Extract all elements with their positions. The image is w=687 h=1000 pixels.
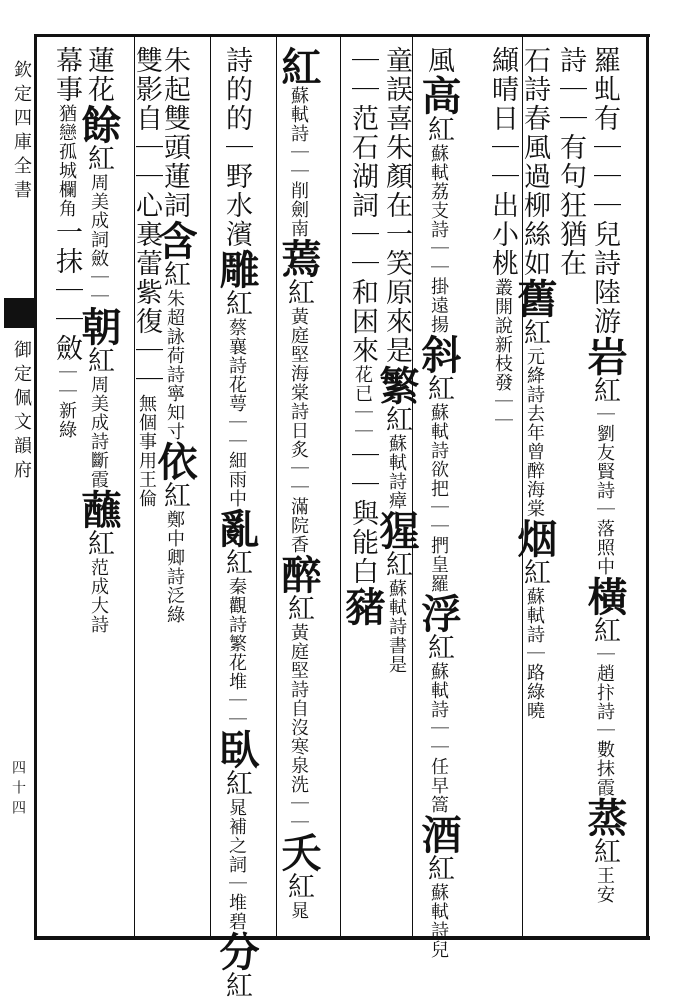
text-column-9 — [213, 46, 260, 1000]
annotation-text: 黃庭堅詩自沒寒泉洗｜｜ — [288, 623, 309, 832]
annotation-text: 蔡襄詩花萼｜｜細雨中 — [226, 318, 247, 508]
column-rule — [210, 37, 211, 936]
headword: 蘸 — [75, 489, 122, 529]
page-number: 四十四 — [10, 760, 26, 820]
body-text: ｜｜范石湖詞｜｜和困來 — [347, 46, 378, 365]
annotation-text: 王安 — [594, 866, 615, 904]
headword: 亂 — [213, 508, 260, 548]
body-text: 紅 — [221, 769, 252, 798]
body-text: 紅 — [589, 837, 620, 866]
body-text: 羅虬有｜｜｜兒詩陸游 — [589, 46, 620, 336]
headword: 蔫 — [275, 238, 322, 278]
annotation-text: 蘇軾詩｜路綠曉 — [524, 587, 545, 720]
annotation-text: 黃庭堅海棠詩日炙｜｜滿院香 — [288, 307, 309, 554]
body-text: 紅 — [159, 260, 190, 289]
body-text: 詩的的｜野水濱 — [221, 46, 252, 249]
annotation-text: 周美成詞斂｜｜ — [88, 173, 109, 306]
body-text: 紅 — [423, 854, 454, 883]
headword: 分 — [213, 931, 260, 971]
body-text: 蓮花 — [83, 46, 114, 104]
text-column-3 — [511, 46, 558, 926]
annotation-text: 蘇軾詩書是 — [386, 579, 407, 674]
body-text: 朱起雙頭蓮詞 — [159, 46, 190, 220]
annotation-text: 秦觀詩繁花堆｜｜ — [226, 577, 247, 729]
text-column-2 — [556, 46, 584, 926]
column-rule — [276, 37, 277, 936]
headword: 舊 — [511, 278, 558, 318]
annotation-text: 蘇軾詩｜｜任早篙 — [428, 662, 449, 814]
left-border — [34, 34, 37, 940]
headword: 繁 — [373, 365, 420, 405]
headword: 蒸 — [581, 797, 628, 837]
headword: 岩 — [581, 336, 628, 376]
body-text: 紅 — [221, 971, 252, 1000]
body-text: 紅 — [381, 550, 412, 579]
text-column-1 — [581, 46, 628, 926]
annotation-text: 蘇軾詩瘴 — [386, 434, 407, 510]
headword: 含 — [151, 220, 198, 260]
annotation-text: 元絳詩去年曾醉海棠 — [524, 347, 545, 518]
headword: 臥 — [213, 729, 260, 769]
right-border — [646, 34, 649, 940]
text-column-5 — [415, 46, 462, 959]
annotation-text: 蘇軾詩欲把｜｜捫皇羅 — [428, 403, 449, 593]
headword: 醉 — [275, 554, 322, 594]
body-text: 紅 — [423, 374, 454, 403]
fishtail-mark — [4, 298, 34, 328]
body-text: 紅 — [283, 278, 314, 307]
headword: 夭 — [275, 832, 322, 872]
headword: 酒 — [415, 814, 462, 854]
body-text: 紅 — [423, 633, 454, 662]
body-text: 紅 — [283, 872, 314, 901]
body-text: 紅 — [221, 548, 252, 577]
bottom-border — [34, 936, 650, 940]
body-text: 紅 — [83, 346, 114, 375]
annotation-text: 范成大詩 — [88, 558, 109, 634]
text-column-10 — [151, 46, 198, 926]
body-text: 紅 — [519, 318, 550, 347]
annotation-text: 朱超詠荷詩寧知寸 — [164, 289, 185, 441]
annotation-text: ｜｜新綠 — [56, 363, 77, 439]
body-text: 石詩春風過柳絲如 — [519, 46, 550, 278]
annotation-text: 周美成詩斷霞 — [88, 375, 109, 489]
annotation-text: 花已｜｜ — [352, 365, 373, 441]
headword: 烟 — [511, 518, 558, 558]
annotation-text: 晁 — [288, 901, 309, 920]
column-rule — [412, 37, 413, 936]
annotation-text: 蘇軾詩｜｜削劍南 — [288, 86, 309, 238]
body-text: 童誤喜朱顏在一笑原來是 — [381, 46, 412, 365]
headword: 斜 — [415, 334, 462, 374]
body-text: 紅 — [83, 529, 114, 558]
headword: 紅 — [275, 46, 322, 86]
top-label: 欽定四庫全書 — [11, 60, 32, 204]
body-text: ｜｜與能白 — [347, 441, 378, 586]
body-text: 紅 — [519, 558, 550, 587]
top-border — [34, 34, 650, 37]
body-text: 詩｜｜有句狂猶在 — [555, 46, 586, 278]
text-column-11 — [132, 46, 160, 926]
body-text: 風 — [423, 46, 454, 75]
text-column-13 — [52, 46, 80, 926]
annotation-text: 叢開說新枝發｜｜ — [492, 278, 513, 430]
body-text: 紅 — [159, 481, 190, 510]
annotation-text: 蘇軾詩兒 — [428, 883, 449, 959]
body-text: 一抹｜｜斂 — [51, 218, 82, 363]
text-column-6 — [373, 46, 420, 926]
annotation-text: 鄭中卿詩泛綠 — [164, 510, 185, 624]
headword: 橫 — [581, 576, 628, 616]
annotation-text: 蘇軾荔支詩｜｜掛遠揚 — [428, 144, 449, 334]
headword: 朝 — [75, 306, 122, 346]
annotation-text: ｜劉友賢詩｜落照中 — [594, 405, 615, 576]
body-text: 紅 — [423, 115, 454, 144]
annotation-text: 晁補之詞｜堆碧 — [226, 798, 247, 931]
body-text: 紅 — [589, 376, 620, 405]
text-column-4 — [488, 46, 516, 926]
body-text: 幕事 — [51, 46, 82, 104]
headword: 浮 — [415, 593, 462, 633]
text-column-7 — [339, 46, 386, 926]
headword: 依 — [151, 441, 198, 481]
annotation-text: 猶戀孤城欄角 — [56, 104, 77, 218]
body-text: 紅 — [221, 289, 252, 318]
body-text: 紅 — [83, 144, 114, 173]
headword: 豬 — [339, 586, 386, 626]
headword: 高 — [415, 75, 462, 115]
body-text: 纈晴日｜｜出小桃 — [487, 46, 518, 278]
body-text: 雙影自｜｜心裏蕾紫復｜｜ — [131, 46, 162, 394]
headword: 猩 — [373, 510, 420, 550]
body-text: 紅 — [283, 594, 314, 623]
text-column-12 — [75, 46, 122, 926]
annotation-text: ｜趙抃詩｜數抹霞 — [594, 645, 615, 797]
annotation-text: 無個事用王倫 — [136, 394, 157, 508]
body-text: 紅 — [589, 616, 620, 645]
headword: 餘 — [75, 104, 122, 144]
headword: 雕 — [213, 249, 260, 289]
book-title: 御定佩文韻府 — [11, 340, 32, 484]
body-text: 紅 — [381, 405, 412, 434]
column-rule — [340, 37, 341, 936]
text-column-8 — [275, 46, 322, 926]
